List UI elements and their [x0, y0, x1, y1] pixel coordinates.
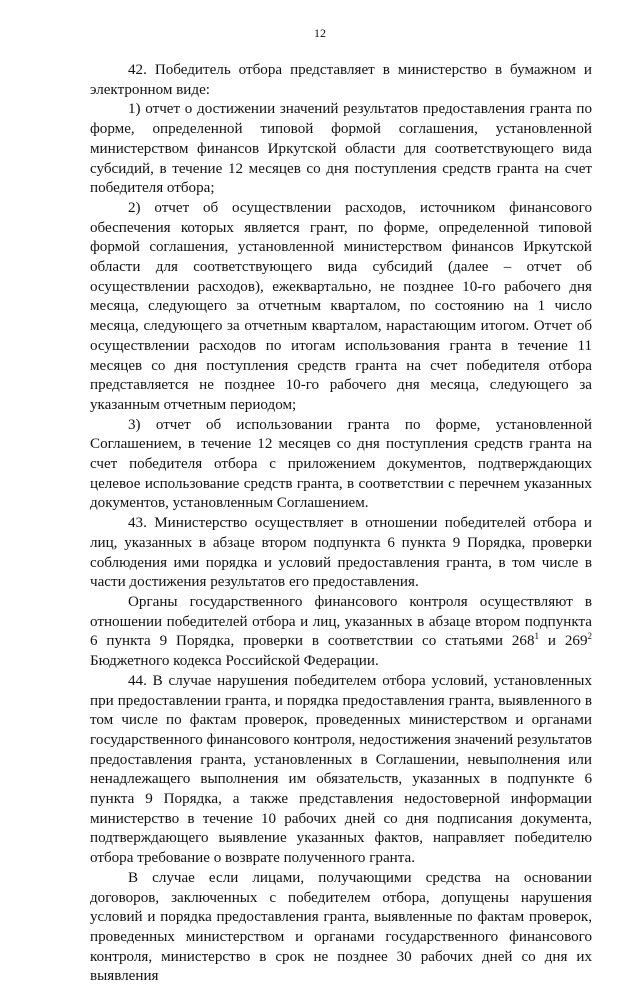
paragraph-text-part: Органы государственного финансового контроля осуществляют в отношении победителей отбора и лиц, указанных в абзаце втором подпункта 6 пункта 9 Порядка, проверки в соответствии со статьями 268 — [90, 593, 592, 650]
page-number: 12 — [314, 26, 326, 40]
superscript: 2 — [587, 631, 592, 642]
document-body — [90, 61, 592, 987]
superscript: 1 — [534, 631, 540, 642]
paragraph-42-item-1: 1) отчет о достижении значений результатов предоставления гранта по форме, определенной типовой формой соглашения, установленной министерством финансов Иркутской области для соответствующего вида субсидий, в течение 12 месяцев со дня поступления средств гранта на счет победителя отбора; — [90, 101, 592, 197]
paragraph-text-part: Бюджетного кодекса Российской Федерации. — [90, 653, 379, 670]
paragraph-43-control-bodies — [90, 593, 592, 672]
paragraph-42: 42. Победитель отбора представляет в министерство в бумажном и электронном виде: — [90, 62, 592, 98]
paragraph-text-part: и 269 — [539, 633, 588, 650]
paragraph-44: 44. В случае нарушения победителем отбора условий, установленных при предоставлении гранта, и порядка предоставления гранта, выявленного в том числе по фактам проверок, проведенных министерством и органами государственного финансового контроля, недостижения значений результатов предоставления гранта, установленных в Соглашении, невыполнения или ненадлежащего выполнения им обязательств, указанных в подпункте 6 пункта 9 Порядка, а также представления недостоверной информации министерство в течение 10 рабочих дней со дня подписания документа, подтверждающего выявление указанных фактов, направляет победителю отбора требование о возврате полученного гранта. — [90, 672, 592, 867]
paragraph-43: 43. Министерство осуществляет в отношении победителей отбора и лиц, указанных в абзаце втором подпункта 6 пункта 9 Порядка, проверки соблюдения ими порядка и условий предоставления гранта, в том числе в части достижения результатов его предоставления. — [90, 515, 592, 591]
paragraph-44-contract-recipients: В случае если лицами, получающими средства на основании договоров, заключенных с победителем отбора, допущены нарушения условий и порядка предоставления гранта, выявленные по фактам проверок, проведенных министерством и органами государственного финансового контроля, министерство в срок не позднее 30 рабочих дней со дня их выявления — [90, 869, 592, 985]
paragraph-42-item-3: 3) отчет об использовании гранта по форме, установленной Соглашением, в течение 12 месяцев со дня поступления средств гранта на счет победителя отбора с приложением документов, подтверждающих целевое использование средств гранта, в соответствии с перечнем указанных документов, установленным Соглашением. — [90, 416, 592, 512]
paragraph-42-item-2: 2) отчет об осуществлении расходов, источником финансового обеспечения которых является грант, по форме, определенной типовой формой соглашения, установленной министерством финансов Иркутской области для соответствующего вида субсидий (далее – отчет об осуществлении расходов), ежеквартально, не позднее 10-го рабочего дня месяца, следующего за отчетным кварталом, по состоянию на 1 число месяца, следующего за отчетным кварталом, нарастающим итогом. Отчет об осуществлении расходов по итогам использования гранта в течение 11 месяцев со дня поступления средств гранта на счет победителя отбора представляется не позднее 10-го рабочего дня месяца, следующего за указанным отчетным периодом; — [90, 199, 592, 413]
